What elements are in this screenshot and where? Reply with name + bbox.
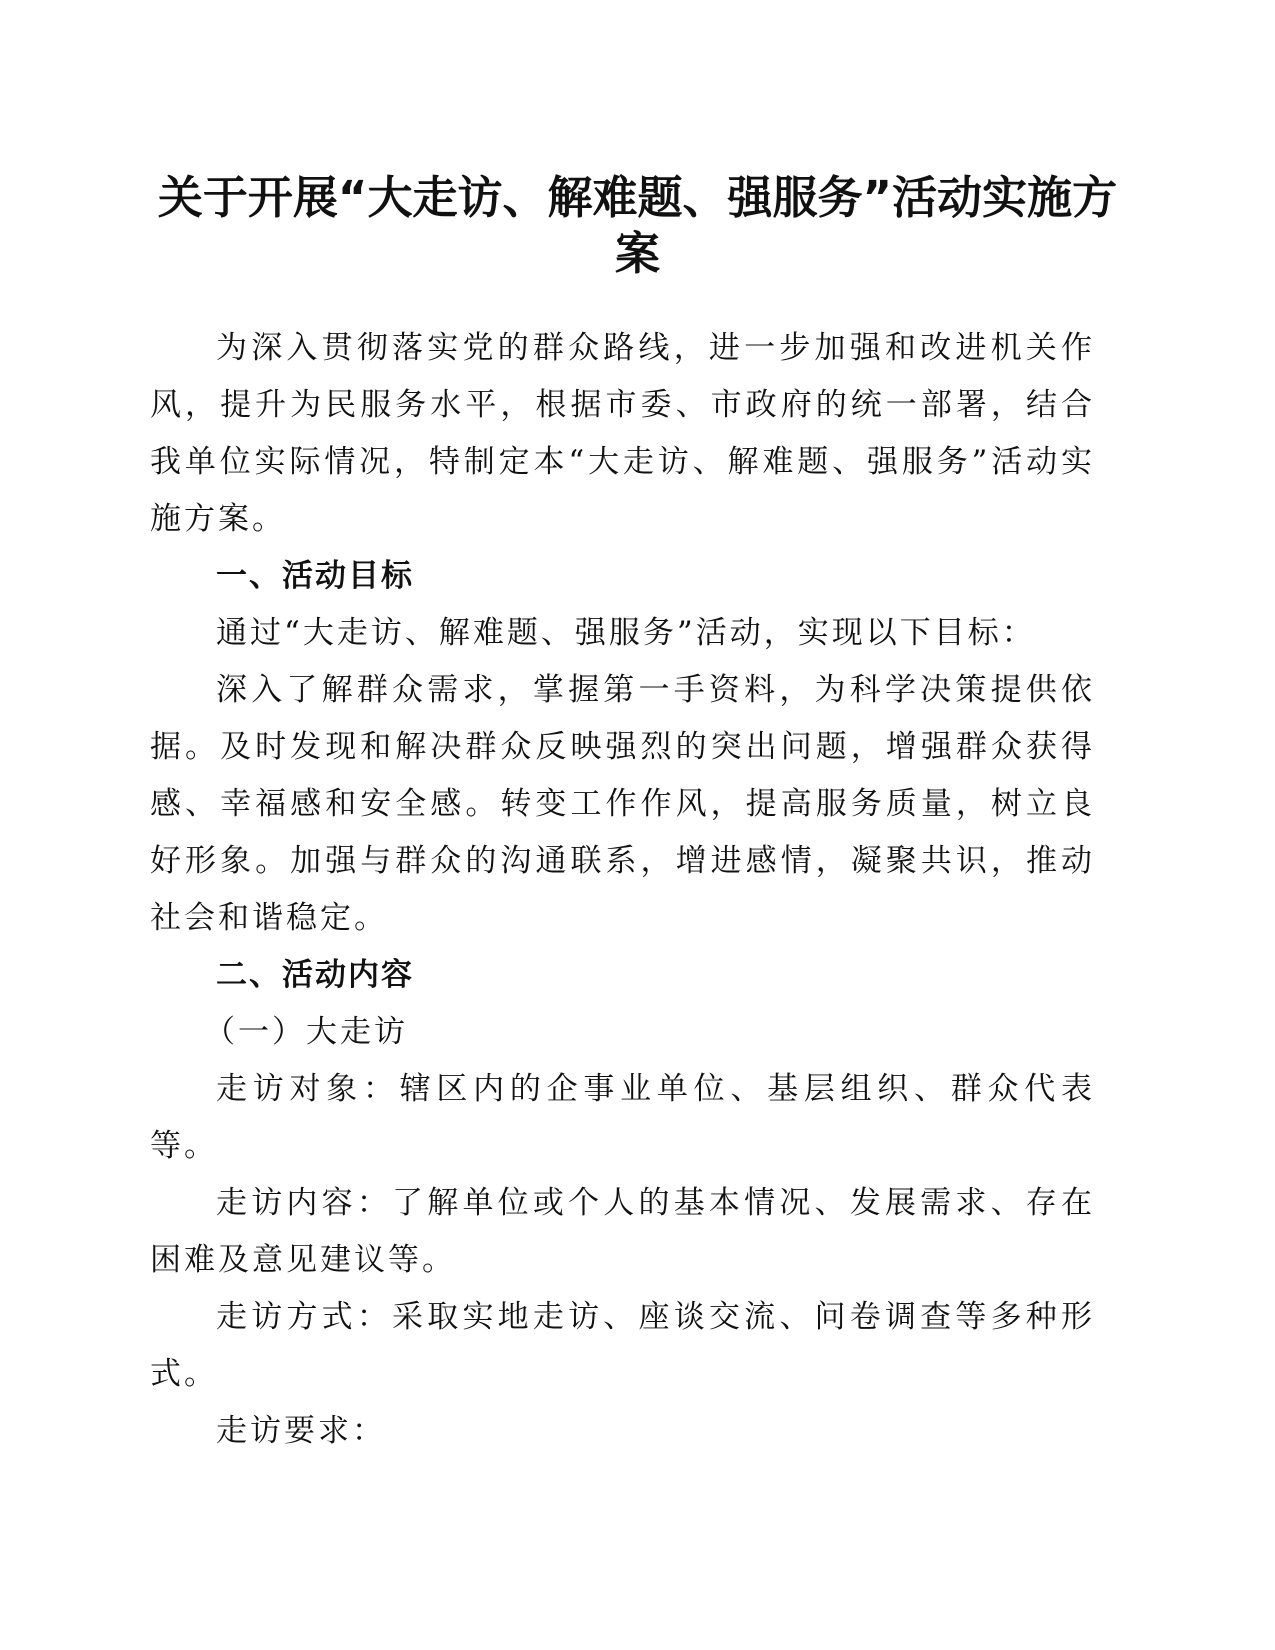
subsection-heading-visits: （一）大走访	[204, 1014, 408, 1050]
visit-requirements-paragraph: 走访要求：	[216, 1413, 386, 1449]
document-body	[150, 320, 1095, 1460]
section-heading-content: 二、活动内容	[216, 957, 414, 993]
goals-detail-paragraph: 深入了解群众需求，掌握第一手资料，为科学决策提供依据。及时发现和解决群众反映强烈的突出问题，增强群众获得感、幸福感和安全感。转变工作作风，提高服务质量，树立良好形象。加强与群众的沟通联系，增进感情，凝聚共识，推动社会和谐稳定。	[150, 672, 1095, 936]
document-title: 关于开展“大走访、解难题、强服务”活动实施方案	[157, 171, 1118, 280]
section-heading-goals: 一、活动目标	[216, 558, 414, 594]
visit-methods-paragraph: 走访方式：采取实地走访、座谈交流、问卷调查等多种形式。	[150, 1299, 1095, 1392]
goals-lead-paragraph: 通过“大走访、解难题、强服务”活动，实现以下目标：	[216, 615, 1036, 651]
visit-content-paragraph: 走访内容：了解单位或个人的基本情况、发展需求、存在困难及意见建议等。	[150, 1185, 1095, 1278]
intro-paragraph: 为深入贯彻落实党的群众路线，进一步加强和改进机关作风，提升为民服务水平，根据市委、市政府的统一部署，结合我单位实际情况，特制定本“大走访、解难题、强服务”活动实施方案。	[150, 330, 1095, 537]
visit-targets-paragraph: 走访对象：辖区内的企事业单位、基层组织、群众代表等。	[150, 1071, 1095, 1164]
